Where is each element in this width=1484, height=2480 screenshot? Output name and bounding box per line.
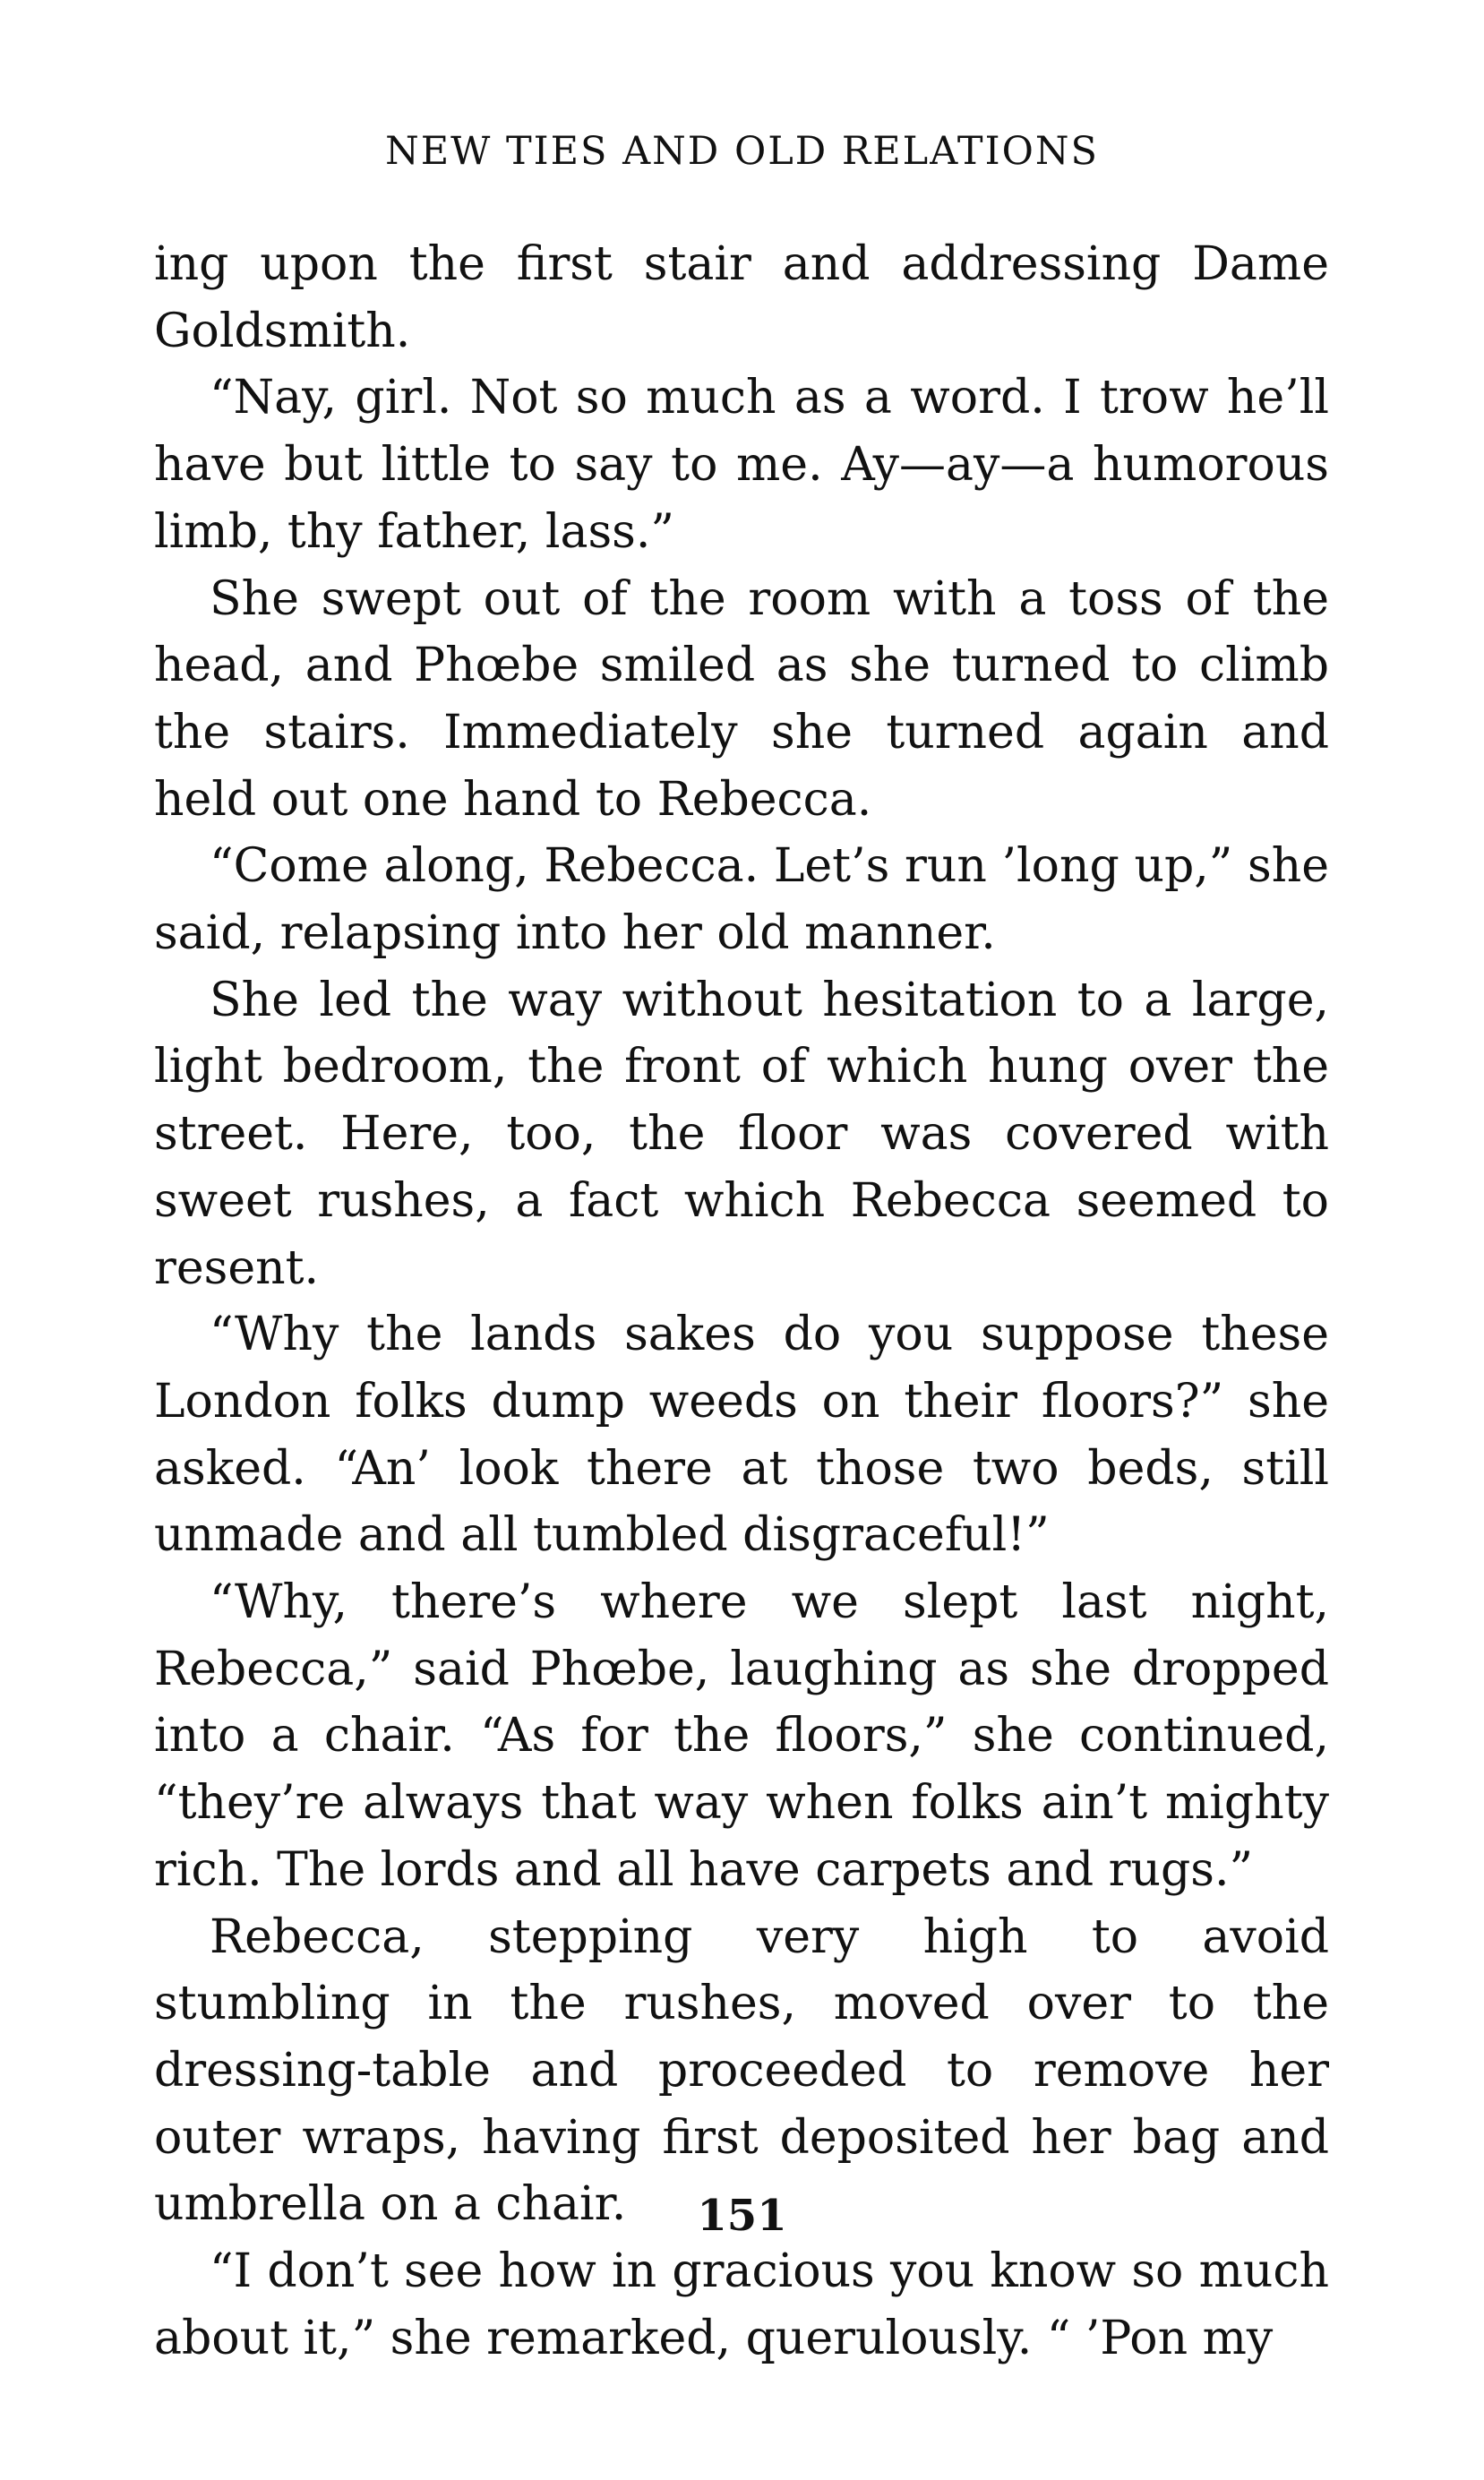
paragraph: Rebecca, stepping very high to avoid stumbling in the rushes, moved over to the dressing-table and proceeded to remove her outer wraps, having first deposited her bag and umbrella on a chair. <box>154 1909 1329 2232</box>
page-number: 151 <box>697 2191 787 2241</box>
body-text <box>154 231 1329 2373</box>
paragraph: “Why, there’s where we slept last night, Rebecca,” said Phœbe, laughing as she dropped into a chair. “As for the floors,” she continued, “they’re always that way when folks ain’t mighty rich. The lords and all have carpets and rugs.” <box>154 1575 1329 1897</box>
paragraph-last: “I don’t see how in gracious you know so much about it,” she remarked, querulously. “ ’Pon my <box>154 2244 1329 2365</box>
paragraph-continuation: ing upon the first stair and addressing Dame Goldsmith. <box>154 237 1329 358</box>
paragraph: “Come along, Rebecca. Let’s run ’long up,” she said, relapsing into her old manner. <box>154 839 1329 961</box>
paragraph: She swept out of the room with a toss of the head, and Phœbe smiled as she turned to climb the stairs. Immediately she turned again and held out one hand to Rebecca. <box>154 571 1329 827</box>
running-head: NEW TIES AND OLD RELATIONS <box>385 129 1099 174</box>
paragraph: “Why the lands sakes do you suppose these London folks dump weeds on their floors?” she asked. “An’ look there at those two beds, still unmade and all tumbled disgraceful!” <box>154 1308 1329 1563</box>
paragraph: She led the way without hesitation to a large, light bedroom, the front of which hung over the street. Here, too, the floor was covered with sweet rushes, a fact which Rebecca seemed to resent. <box>154 973 1329 1295</box>
paragraph: “Nay, girl. Not so much as a word. I trow he’ll have but little to say to me. Ay—ay—a humorous limb, thy father, lass.” <box>154 371 1329 559</box>
